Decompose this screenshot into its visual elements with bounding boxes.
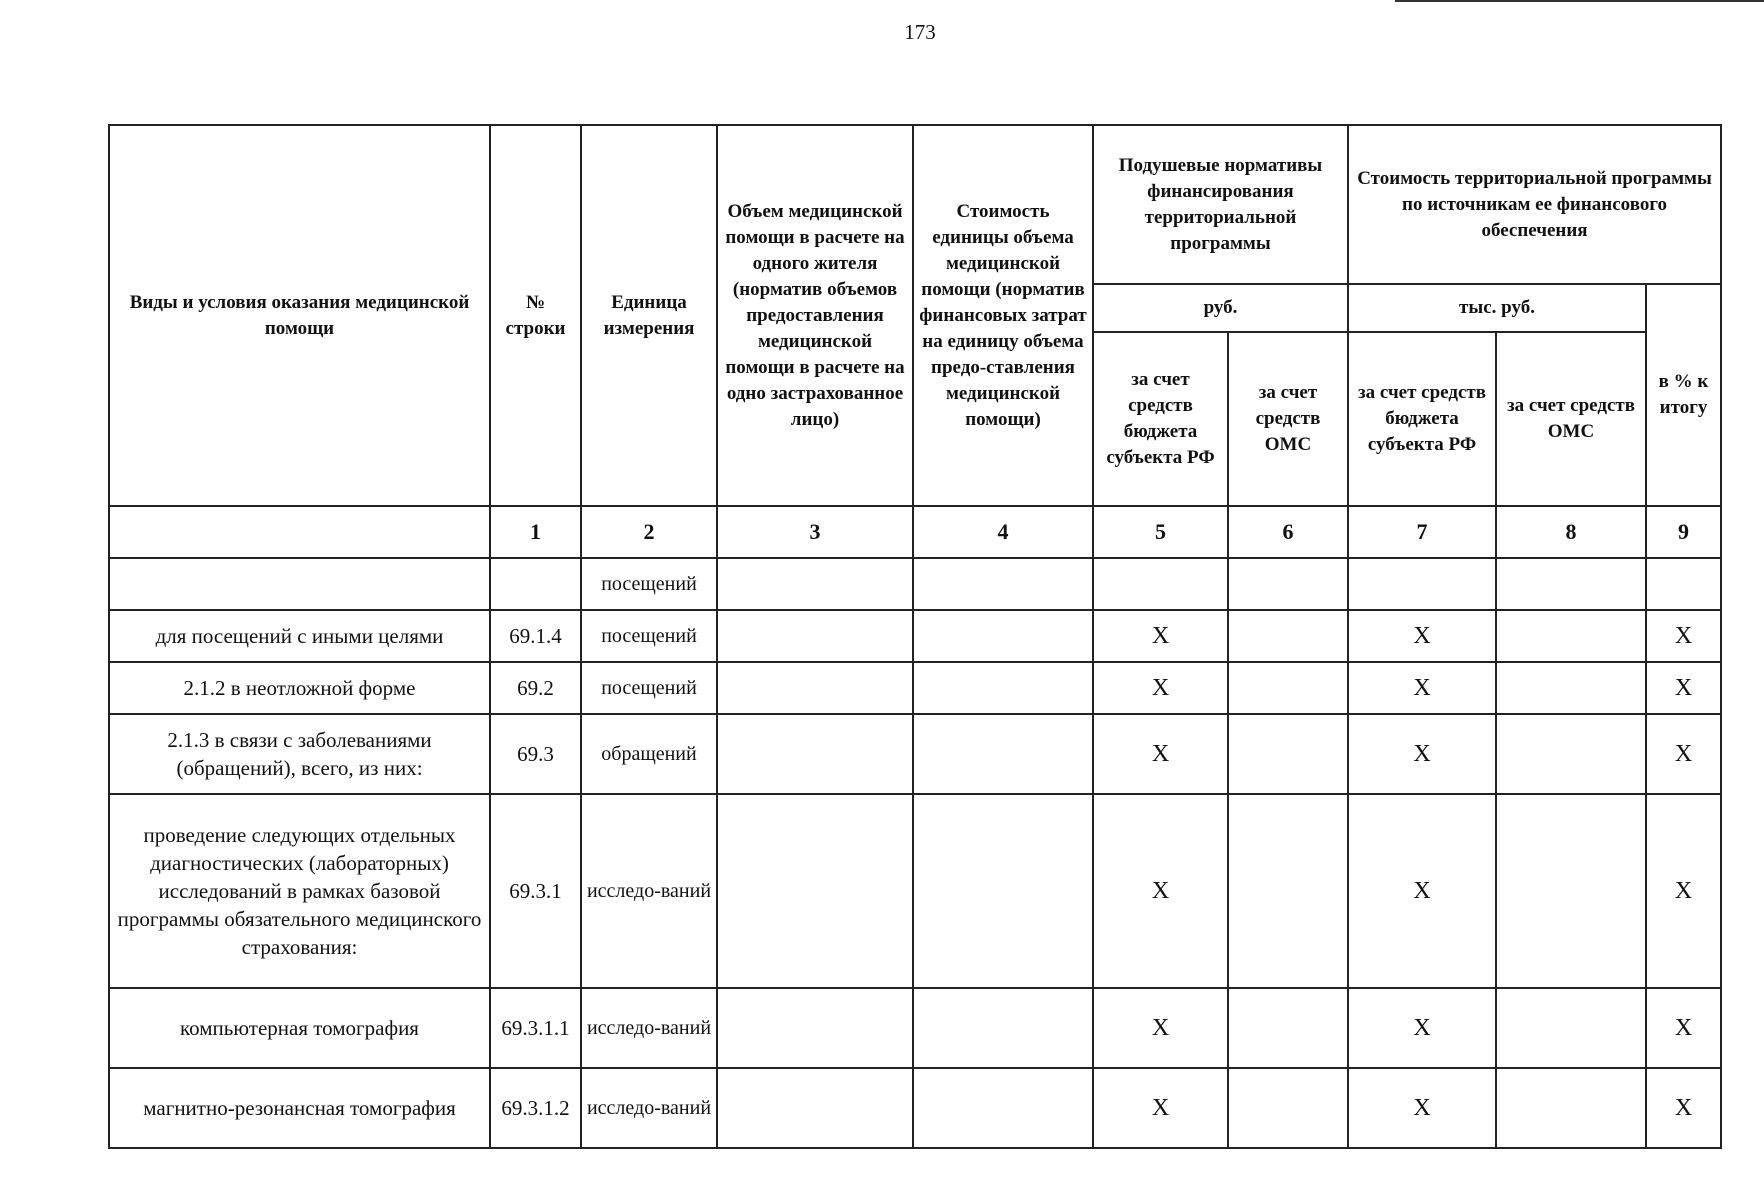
- cell-unit: исследо-ваний: [581, 794, 717, 988]
- cell-budget: [1093, 558, 1228, 610]
- cell-name: 2.1.2 в неотложной форме: [109, 662, 490, 714]
- cell-name: компьютерная томография: [109, 988, 490, 1068]
- header-budget-2: за счет средств бюджета субъекта РФ: [1348, 332, 1496, 506]
- column-number: 7: [1348, 506, 1496, 558]
- page-number: 173: [904, 20, 936, 44]
- cell-row-no: 69.2: [490, 662, 581, 714]
- financing-table: [108, 124, 1722, 1149]
- column-number: 9: [1646, 506, 1721, 558]
- cell-oms: [1228, 662, 1348, 714]
- cell-unit: исследо-ваний: [581, 1068, 717, 1148]
- cell-percent: X: [1646, 610, 1721, 662]
- cell-row-no: [490, 558, 581, 610]
- header-cost-sources: Стоимость территориальной программы по источникам ее финансового обеспечения: [1348, 125, 1721, 284]
- column-number: 1: [490, 506, 581, 558]
- cell-unit: исследо-ваний: [581, 988, 717, 1068]
- cell-row-no: 69.3.1: [490, 794, 581, 988]
- cell-oms-2: [1496, 794, 1646, 988]
- cell-name: для посещений с иными целями: [109, 610, 490, 662]
- cell-cost: [913, 610, 1093, 662]
- cell-row-no: 69.3.1.2: [490, 1068, 581, 1148]
- header-oms-2: за счет средств ОМС: [1496, 332, 1646, 506]
- cell-budget-2: X: [1348, 610, 1496, 662]
- column-number: 2: [581, 506, 717, 558]
- cell-volume: [717, 610, 913, 662]
- cell-oms: [1228, 1068, 1348, 1148]
- cell-volume: [717, 714, 913, 794]
- cell-unit: посещений: [581, 610, 717, 662]
- cell-volume: [717, 1068, 913, 1148]
- cell-budget-2: X: [1348, 794, 1496, 988]
- cell-cost: [913, 662, 1093, 714]
- cell-budget: X: [1093, 610, 1228, 662]
- header-budget: за счет средств бюджета субъекта РФ: [1093, 332, 1228, 506]
- column-number: 3: [717, 506, 913, 558]
- cell-oms-2: [1496, 714, 1646, 794]
- cell-budget-2: X: [1348, 662, 1496, 714]
- cell-cost: [913, 558, 1093, 610]
- cell-oms: [1228, 988, 1348, 1068]
- cell-volume: [717, 558, 913, 610]
- cell-row-no: 69.3: [490, 714, 581, 794]
- cell-name: проведение следующих отдельных диагностических (лабораторных) исследований в рамках базовой программы обязательного медицинского страхования:: [109, 794, 490, 988]
- cell-name: магнитно-резонансная томография: [109, 1068, 490, 1148]
- cell-budget: X: [1093, 714, 1228, 794]
- cell-budget-2: X: [1348, 714, 1496, 794]
- table-row: [109, 610, 1721, 662]
- cell-budget-2: X: [1348, 988, 1496, 1068]
- cell-unit: обращений: [581, 714, 717, 794]
- cell-volume: [717, 794, 913, 988]
- cell-percent: X: [1646, 714, 1721, 794]
- cell-budget: X: [1093, 794, 1228, 988]
- header-unit-thousand-rub: тыс. руб.: [1348, 284, 1646, 332]
- column-number: 4: [913, 506, 1093, 558]
- table-row: [109, 714, 1721, 794]
- cell-volume: [717, 662, 913, 714]
- cell-oms: [1228, 714, 1348, 794]
- cell-oms-2: [1496, 1068, 1646, 1148]
- header-unit: Единица измерения: [581, 125, 717, 506]
- cell-oms: [1228, 794, 1348, 988]
- cell-budget-2: [1348, 558, 1496, 610]
- column-number: [109, 506, 490, 558]
- top-rule: [1395, 0, 1764, 2]
- column-number: 5: [1093, 506, 1228, 558]
- header-per-capita: Подушевые нормативы финансирования территориальной программы: [1093, 125, 1348, 284]
- cell-percent: X: [1646, 1068, 1721, 1148]
- cell-row-no: 69.1.4: [490, 610, 581, 662]
- cell-percent: [1646, 558, 1721, 610]
- cell-cost: [913, 1068, 1093, 1148]
- cell-budget: X: [1093, 662, 1228, 714]
- column-number: 8: [1496, 506, 1646, 558]
- cell-cost: [913, 714, 1093, 794]
- table-row: [109, 662, 1721, 714]
- cell-row-no: 69.3.1.1: [490, 988, 581, 1068]
- header-percent: в % к итогу: [1646, 284, 1721, 506]
- cell-oms: [1228, 610, 1348, 662]
- header-cost: Стоимость единицы объема медицинской помощи (норматив финансовых затрат на единицу объема предо-ставления медицинской помощи): [913, 125, 1093, 506]
- cell-cost: [913, 794, 1093, 988]
- cell-percent: X: [1646, 794, 1721, 988]
- table-row: [109, 794, 1721, 988]
- cell-budget: X: [1093, 1068, 1228, 1148]
- cell-volume: [717, 988, 913, 1068]
- cell-oms-2: [1496, 988, 1646, 1068]
- cell-percent: X: [1646, 988, 1721, 1068]
- table-row: [109, 558, 1721, 610]
- cell-oms: [1228, 558, 1348, 610]
- cell-oms-2: [1496, 662, 1646, 714]
- cell-budget: X: [1093, 988, 1228, 1068]
- cell-oms-2: [1496, 610, 1646, 662]
- cell-budget-2: X: [1348, 1068, 1496, 1148]
- cell-percent: X: [1646, 662, 1721, 714]
- cell-unit: посещений: [581, 558, 717, 610]
- cell-name: 2.1.3 в связи с заболеваниями (обращений), всего, из них:: [109, 714, 490, 794]
- cell-cost: [913, 988, 1093, 1068]
- header-type: Виды и условия оказания медицинской помощи: [109, 125, 490, 506]
- header-unit-rub: руб.: [1093, 284, 1348, 332]
- column-number: 6: [1228, 506, 1348, 558]
- header-volume: Объем медицинской помощи в расчете на одного жителя (норматив объемов предоставления медицинской помощи в расчете на одно застрахованное лицо): [717, 125, 913, 506]
- cell-name: [109, 558, 490, 610]
- header-row-no: № строки: [490, 125, 581, 506]
- cell-oms-2: [1496, 558, 1646, 610]
- header-oms: за счет средств ОМС: [1228, 332, 1348, 506]
- table-row: [109, 1068, 1721, 1148]
- cell-unit: посещений: [581, 662, 717, 714]
- table-row: [109, 988, 1721, 1068]
